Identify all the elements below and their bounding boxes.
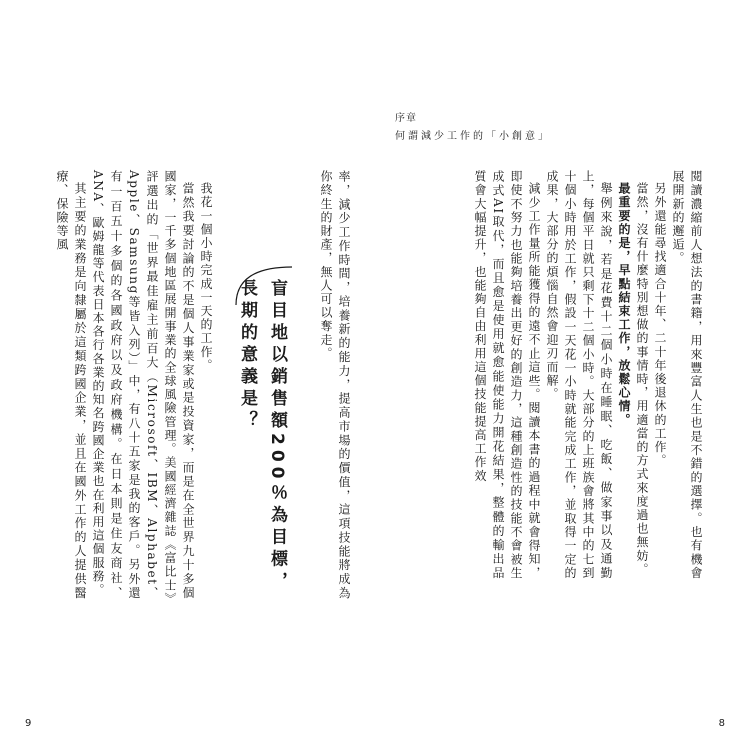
chapter-title: 何謂減少工作的「小創意」	[395, 131, 551, 142]
paragraph: 我花一個小時完成一天的工作。	[199, 182, 213, 373]
paragraph: 當然我要討論的不是個人事業家或是投資家，而是在全世界九十多個國家，一千多個地區展開事業的全球風險管理。美國經濟雜誌《富比士》評選出的「世界最佳雇主前百大（Microsoft、IBM、Alphabet、Apple、Samsung等皆入列）」中，有八十五家是我的客戶。另外還有一百五十多個的各國政府以及政府機構。在日本則是住友商社、ANA、歐姆龍等代表日本各行各業的知名跨國企業也在利用這個服務。	[91, 170, 195, 600]
page-number: 8	[718, 718, 725, 729]
paragraph: 其主要的業務是向隸屬於這類跨國企業，並且在國外工作的人提供醫療、保險等風	[55, 170, 87, 600]
pullquote-line-1: 盲目地以銷售額200％為目標，	[267, 279, 287, 594]
paragraph: 減少工作量所能獲得的遠不止這些。閱讀本書的過程中就會得知，即使不努力也能夠培養出更好的創造力，這種創造性的技能不會被生成式AI取代，而且愈是使用就愈能使能力開花結果，整體的輸出品質會大幅提升，也能夠自由利用這個技能提高工作效	[473, 170, 541, 580]
paragraph-emphasis	[615, 170, 633, 580]
paragraph: 率，減少工作時間，培養新的能力，提高市場的價值，這項技能將成為你終生的財產，無人可以奪走。	[319, 170, 351, 600]
page-number: 9	[25, 718, 32, 729]
left-page	[25, 90, 355, 729]
paragraph: 閱讀濃縮前人想法的書籍，用來豐富人生也是不錯的選擇。也有機會展開新的邂逅。	[671, 170, 703, 580]
pullquote	[230, 265, 300, 594]
chapter-label: 序章	[395, 113, 417, 124]
right-page	[395, 90, 725, 729]
left-page-body-top	[303, 170, 353, 600]
paragraph: 舉例來說，若是花費十二個小時在睡眠、吃飯、做家事以及通勤上，每個平日就只剩下十二個小時。大部分的上班族會將其中的七到十個小時用於工作，假設一天花一小時就能完成工作，並取得一定的成果，大部分的煩惱自然會迎刃而解。	[545, 170, 613, 580]
pullquote-text	[232, 279, 292, 594]
left-page-body-lower	[25, 170, 215, 600]
pullquote-line-2: 長期的意義是？	[237, 279, 257, 433]
right-page-body	[397, 170, 705, 580]
paragraph: 當然，沒有什麼特別想做的事情時，用適當的方式來度過也無妨。	[635, 182, 649, 577]
emphasis-text: 最重要的是，早點結束工作，放鬆心情。	[617, 182, 631, 427]
paragraph: 另外還能尋找適合十年、二十年後退休的工作。	[653, 182, 667, 468]
